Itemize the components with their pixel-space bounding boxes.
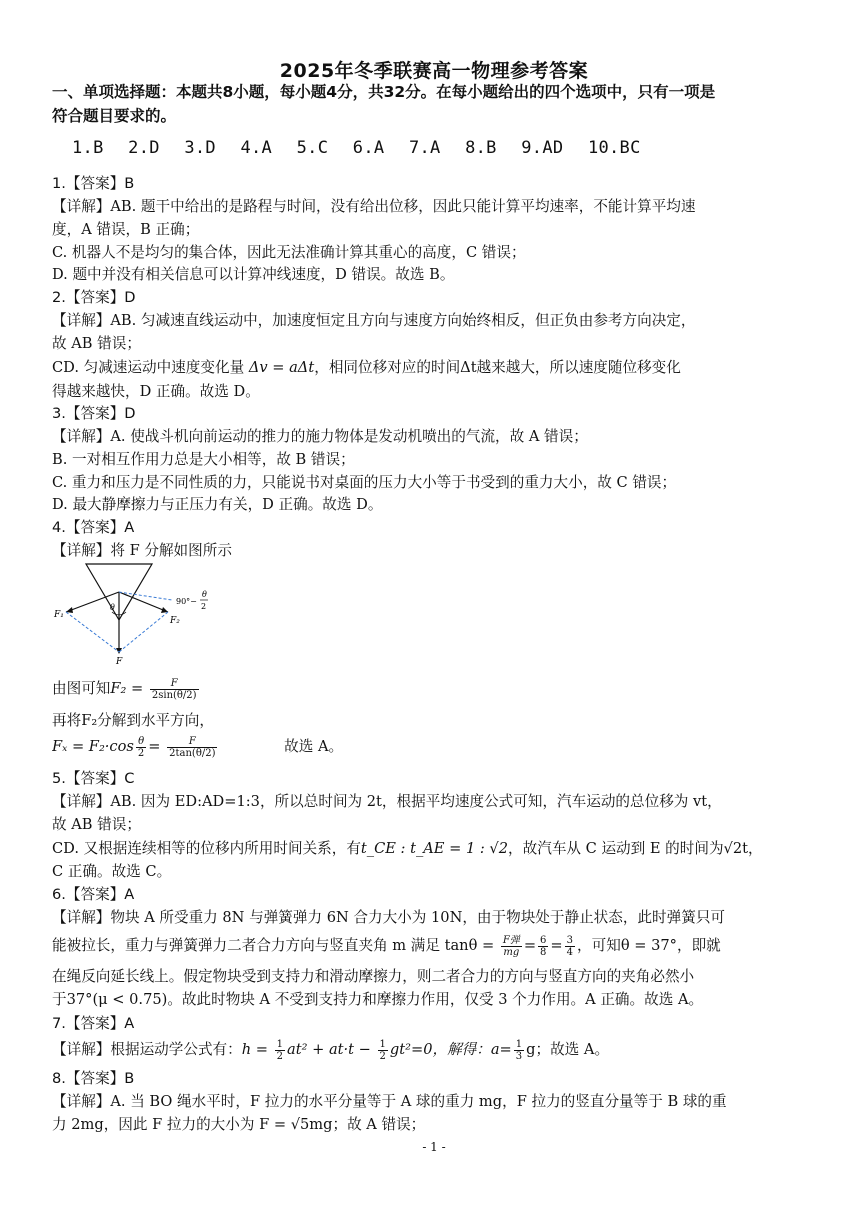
answer-key-item: 7.A [408, 138, 441, 158]
label-f: F [116, 657, 123, 667]
fraction [378, 1039, 388, 1062]
q8-explanation-line: 【详解】A. 当 BO 绳水平时，F 拉力的水平分量等于 A 球的重力 mg，F 拉力的竖直分量等于 B 球的重 [52, 1093, 727, 1110]
numerator: 1 [515, 1038, 523, 1050]
numerator: F [150, 678, 199, 690]
text-run: 由图可知 [52, 680, 111, 697]
q3-explanation-line: 【详解】A. 使战斗机向前运动的推力的施力物体是发动机喷出的气流，故 A 错误； [52, 428, 588, 445]
formula-delta-v: Δv = aΔt [248, 359, 315, 376]
formula-part: gt²=0，解得：a= [389, 1041, 512, 1058]
denominator: 4 [566, 946, 574, 958]
q1-explanation-line: C. 机器人不是均匀的集合体，因此无法准确计算其重心的高度，C 错误； [52, 244, 526, 261]
denominator: mg [503, 946, 520, 958]
q3-explanation-line: B. 一对相互作用力总是大小相等，故 B 错误； [52, 451, 355, 468]
force-decomposition-diagram [52, 562, 222, 668]
answer-key-item: 3.D [184, 138, 216, 158]
q6-explanation-line: 于37°(μ < 0.75)。故此时物块 A 不受到支持力和摩擦力作用，仅受 3 个力作用。A 正确。故选 A。 [52, 991, 704, 1008]
text-run: ，故汽车从 C 运动到 E 的时间为√2t， [508, 840, 763, 857]
numerator: 1 [379, 1038, 386, 1050]
q2-explanation-line: 故 AB 错误； [52, 335, 141, 352]
formula-time-ratio: t_CE : t_AE = 1 : √2 [360, 840, 509, 857]
q2-answer-heading: 2.【答案】D [52, 289, 136, 306]
answer-key-item: 9.AD [521, 138, 564, 158]
text-run: ，可知θ = 37°，即就 [577, 937, 721, 954]
q5-explanation-line [52, 838, 822, 860]
q6-explanation-line [52, 932, 822, 960]
force-f2-arrow [119, 592, 168, 612]
label-angle: 90°− [176, 597, 197, 606]
arrowhead [116, 648, 122, 654]
fraction [538, 935, 548, 958]
fraction [167, 736, 217, 759]
label-f2: F₂ [170, 616, 180, 626]
q2-explanation-line: 得越来越快，D 正确。故选 D。 [52, 383, 260, 400]
text-run: 故选 A。 [284, 738, 344, 755]
formula-part: at² + at·t − [287, 1041, 371, 1058]
fraction [136, 736, 146, 759]
answer-key-item: 8.B [465, 138, 497, 158]
q4-explanation-line [52, 734, 822, 760]
label-f1: F₁ [54, 610, 64, 620]
fraction [501, 935, 522, 958]
label-theta: θ [110, 603, 115, 612]
text-run: CD. 匀减速运动中速度变化量 [52, 359, 245, 376]
text-run: = [148, 738, 161, 755]
numerator: F [167, 736, 217, 748]
q6-explanation-line: 【详解】物块 A 所受重力 8N 与弹簧弹力 6N 合力大小为 10N，由于物块处于静止状态，此时弹簧只可 [52, 909, 726, 926]
section-heading-line-1: 一、单项选择题：本题共8小题，每小题4分，共32分。在每小题给出的四个选项中，只有一项是 [52, 83, 716, 101]
q1-explanation-line: D. 题中并没有相关信息可以计算冲线速度，D 错误。故选 B。 [52, 266, 455, 283]
fraction [275, 1039, 285, 1062]
dashed-parallelogram-edge [66, 612, 119, 652]
q4-explanation-line: 【详解】将 F 分解如图所示 [52, 542, 232, 559]
q3-explanation-line: D. 最大静摩擦力与正压力有关，D 正确。故选 D。 [52, 496, 383, 513]
q5-explanation-line: C 正确。故选 C。 [52, 863, 172, 880]
q3-answer-heading: 3.【答案】D [52, 405, 136, 422]
text-run: = [550, 937, 563, 954]
answer-key-item: 5.C [296, 138, 329, 158]
q5-explanation-line: 故 AB 错误； [52, 816, 141, 833]
denominator: 8 [540, 946, 547, 958]
answer-key-item: 4.A [240, 138, 273, 158]
numerator: 3 [566, 934, 574, 946]
answer-key-item: 6.A [352, 138, 385, 158]
fraction [565, 935, 575, 958]
numerator: θ [136, 736, 146, 748]
text-run: g；故选 A。 [526, 1041, 610, 1058]
answer-key-row [72, 138, 655, 158]
denominator: 2 [137, 747, 145, 759]
q6-answer-heading: 6.【答案】A [52, 886, 135, 903]
dashed-parallelogram-edge [119, 612, 168, 652]
q5-answer-heading: 5.【答案】C [52, 770, 135, 787]
fraction [514, 1039, 524, 1062]
q4-explanation-line [52, 676, 822, 702]
label-angle-den: 2 [201, 602, 207, 611]
q3-explanation-line: C. 重力和压力是不同性质的力，只能说书对桌面的压力大小等于书受到的重力大小，故 C 错误； [52, 474, 677, 491]
denominator: 2tan(θ/2) [169, 747, 216, 759]
dashed-reference-line [119, 592, 172, 600]
q1-explanation-line: 【详解】AB. 题干中给出的是路程与时间，没有给出位移，因此只能计算平均速率，不能计算平均速 [52, 198, 696, 215]
answer-key-item: 10.BC [587, 138, 641, 158]
arrowhead [161, 607, 168, 613]
numerator: 6 [540, 934, 547, 946]
numerator: 1 [276, 1038, 284, 1050]
answer-key-item: 1.B [72, 138, 104, 158]
text-run: ，相同位移对应的时间Δt越来越大，所以速度随位移变化 [314, 359, 681, 376]
text-run: 【详解】根据运动学公式有： [52, 1041, 242, 1058]
page-title: 2025年冬季联赛高一物理参考答案 [279, 60, 589, 82]
formula-fx: Fₓ = F₂·cos [52, 738, 134, 755]
denominator: 2 [379, 1050, 386, 1062]
label-angle-num: θ [202, 590, 207, 599]
q4-explanation-line: 再将F₂分解到水平方向， [52, 712, 214, 729]
denominator: 3 [515, 1050, 523, 1062]
q2-explanation-line: 【详解】AB. 匀减速直线运动中，加速度恒定且方向与速度方向始终相反，但正负由参考方向决定， [52, 312, 696, 329]
q5-explanation-line: 【详解】AB. 因为 ED:AD=1:3，所以总时间为 2t，根据平均速度公式可知，汽车运动的总位移为 vt， [52, 793, 722, 810]
q8-answer-heading: 8.【答案】B [52, 1070, 135, 1087]
answer-key-item: 2.D [128, 138, 160, 158]
fraction [150, 678, 199, 701]
text-run: CD. 又根据连续相等的位移内所用时间关系，有 [52, 840, 361, 857]
denominator: 2sin(θ/2) [151, 689, 197, 701]
q1-explanation-line: 度，A 错误，B 正确； [52, 221, 200, 238]
q2-explanation-line [52, 357, 822, 379]
numerator: F弹 [502, 934, 520, 946]
q8-explanation-line: 力 2mg，因此 F 拉力的大小为 F = √5mg；故 A 错误； [52, 1116, 426, 1133]
page-number: - 1 - [422, 1140, 446, 1154]
formula-h: h = [241, 1041, 269, 1058]
q4-answer-heading: 4.【答案】A [52, 519, 135, 536]
formula-f2: F₂ = [110, 680, 144, 697]
q7-answer-heading: 7.【答案】A [52, 1015, 135, 1032]
q7-explanation-line [52, 1036, 822, 1064]
text-run: = [523, 937, 537, 954]
text-run: 能被拉长，重力与弹簧弹力二者合力方向与竖直夹角 m 满足 tanθ = [52, 937, 495, 954]
arrowhead [66, 607, 73, 613]
q1-answer-heading: 1.【答案】B [52, 175, 135, 192]
q6-explanation-line: 在绳反向延长线上。假定物块受到支持力和滑动摩擦力，则二者合力的方向与竖直方向的夹角必然小 [52, 968, 695, 985]
denominator: 2 [276, 1050, 284, 1062]
section-heading-line-2: 符合题目要求的。 [52, 107, 177, 125]
